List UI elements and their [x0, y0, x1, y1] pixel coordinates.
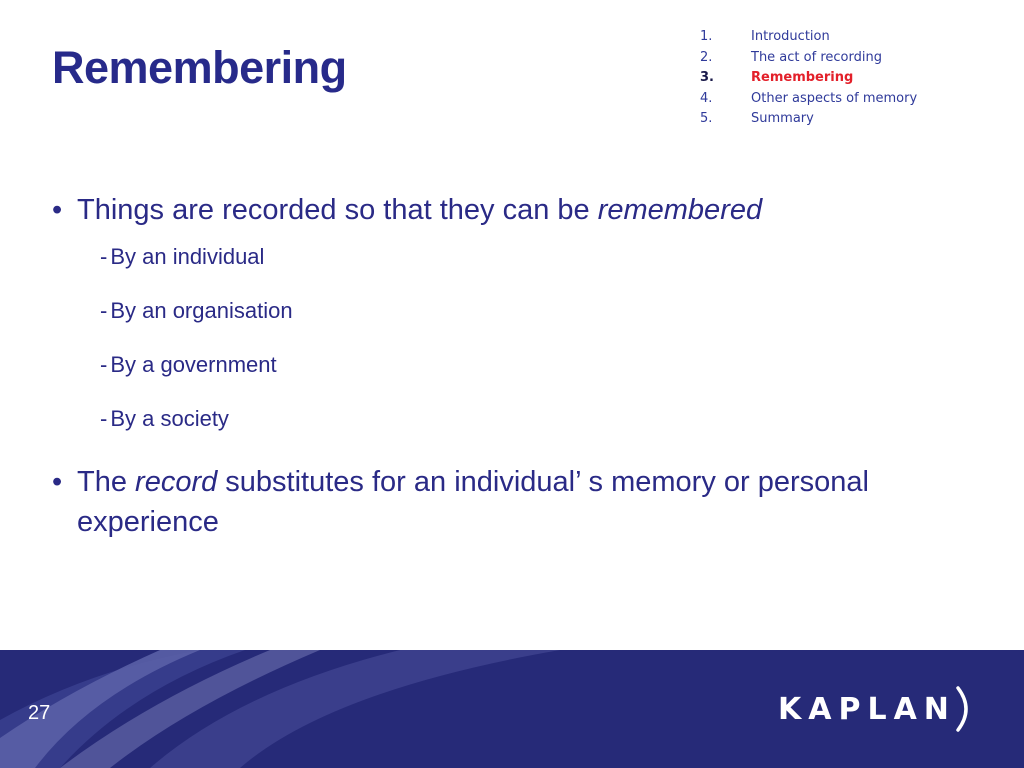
sub-bullet-text: By an organisation — [110, 298, 293, 323]
sub-bullet-text: By a government — [110, 352, 277, 377]
kaplan-logo — [778, 686, 974, 732]
agenda-item — [700, 109, 917, 130]
slide-body — [52, 190, 952, 542]
agenda-item-number: 4. — [700, 90, 713, 106]
bullet-point — [52, 462, 952, 542]
sub-bullet-item — [52, 298, 952, 324]
bullet-marker: • — [52, 466, 63, 498]
dash-marker: - — [100, 406, 108, 431]
agenda-item-current — [700, 68, 917, 89]
agenda-item-label: Remembering — [751, 70, 854, 85]
agenda-item — [700, 48, 917, 69]
logo-wordmark: KAPLAN — [778, 691, 956, 727]
agenda-item-label: Other aspects of memory — [751, 90, 918, 106]
bullet-text: Things are recorded so that they can be — [77, 194, 598, 226]
agenda-item-number: 1. — [700, 29, 713, 44]
bullet-text: The — [77, 466, 136, 498]
sub-bullet-item — [52, 406, 952, 432]
agenda-item-label: The act of recording — [751, 49, 882, 65]
bullet-emphasis: record — [135, 466, 218, 498]
agenda-item — [700, 27, 917, 48]
agenda-list — [700, 27, 917, 130]
agenda-item-label: Summary — [751, 111, 814, 126]
agenda-item-label: Introduction — [751, 29, 830, 44]
logo-arc-icon — [956, 686, 974, 732]
agenda-item-number: 5. — [700, 111, 713, 126]
agenda-item-number: 3. — [700, 70, 714, 85]
dash-marker: - — [100, 298, 108, 323]
sub-bullet-item — [52, 352, 952, 378]
bullet-point — [52, 190, 952, 230]
sub-bullet-text: By a society — [110, 406, 229, 431]
slide-title: Remembering — [52, 42, 347, 93]
agenda-item-number: 2. — [700, 49, 713, 65]
dash-marker: - — [100, 244, 108, 269]
agenda-item — [700, 89, 917, 110]
dash-marker: - — [100, 352, 108, 377]
bullet-text: substitutes for an individual’ s memory or personal experience — [77, 466, 869, 538]
footer-band — [0, 650, 1024, 768]
bullet-emphasis: remembered — [597, 194, 763, 226]
sub-bullet-text: By an individual — [110, 244, 265, 269]
sub-bullet-item — [52, 244, 952, 270]
bullet-marker: • — [52, 194, 63, 226]
sub-bullet-list — [52, 244, 952, 432]
page-number: 27 — [28, 702, 51, 724]
